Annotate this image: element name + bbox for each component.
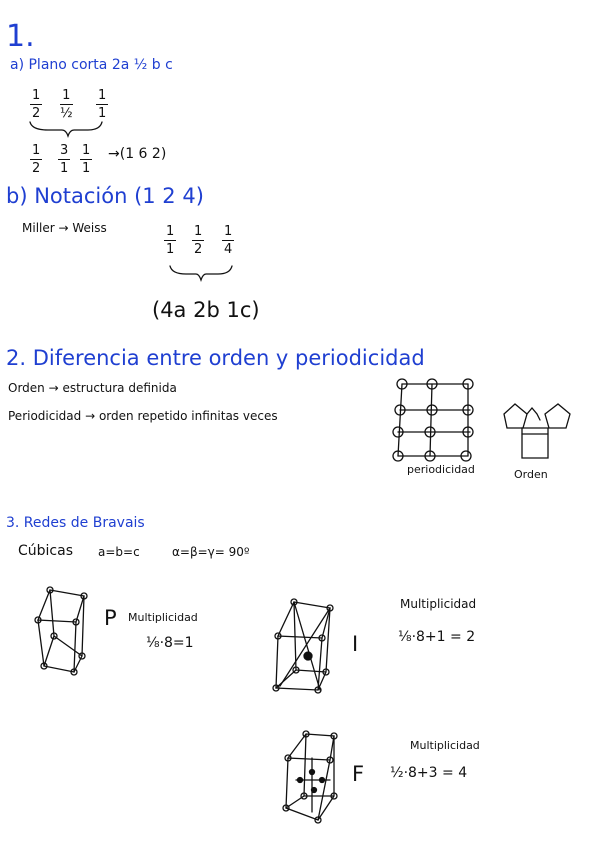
brace-b — [170, 266, 232, 280]
section1-number: 1. — [6, 19, 35, 54]
fraction-denominator: 1 — [82, 161, 91, 176]
fraction-numerator: 1 — [82, 143, 91, 158]
lattice-p-multiplicidad: Multiplicidad — [128, 611, 198, 624]
fraction-denominator: 2 — [32, 161, 41, 176]
lattice-p-letter: P — [104, 606, 117, 630]
fraction-numerator: 1 — [32, 143, 41, 158]
fraction-numerator: 1 — [32, 88, 41, 103]
section2-title: 2. Diferencia entre orden y periodicidad — [6, 346, 425, 370]
section1a-label: a) Plano corta 2a ½ b c — [10, 57, 173, 73]
section1b-label: b) Notación (1 2 4) — [6, 184, 204, 208]
fraction-numerator: 1 — [166, 224, 175, 239]
caption-periodicidad: periodicidad — [407, 463, 475, 476]
lattice-p-calc: ⅛·8=1 — [146, 635, 194, 651]
section1b-subtitle: Miller → Weiss — [22, 221, 107, 235]
fraction-numerator: 1 — [60, 88, 73, 105]
fraction-numerator: 1 — [224, 224, 233, 239]
equal-angles: α=β=γ= 90º — [172, 545, 250, 559]
fraction-denominator: 1 — [98, 106, 107, 121]
fraction-numerator: 3 — [60, 143, 69, 158]
lattice-f-letter: F — [352, 762, 365, 786]
section2-line1: Orden → estructura definida — [8, 381, 177, 395]
fraction-denominator: 1 — [60, 161, 69, 176]
brace-a — [30, 122, 102, 136]
lattice-i-calc: ⅛·8+1 = 2 — [398, 629, 476, 645]
periodic-grid-sketch — [393, 379, 473, 461]
lattice-i-letter: I — [352, 632, 359, 656]
fraction-denominator: 2 — [194, 242, 203, 257]
lattice-p-sketch — [35, 587, 87, 675]
fraction-denominator: 1 — [166, 242, 175, 257]
lattice-i-sketch — [273, 599, 333, 693]
lattice-i-multiplicidad: Multiplicidad — [400, 597, 477, 611]
section1a-result: →(1 6 2) — [108, 146, 167, 162]
lattice-f-calc: ½·8+3 = 4 — [390, 765, 468, 781]
section1b-result: (4a 2b 1c) — [152, 298, 260, 322]
orden-sketch — [504, 404, 570, 458]
fraction-numerator: 1 — [194, 224, 203, 239]
caption-orden: Orden — [514, 468, 548, 481]
section2-line2: Periodicidad → orden repetido infinitas veces — [8, 409, 278, 423]
section3-title: 3. Redes de Bravais — [6, 515, 145, 531]
lattice-f-sketch — [283, 731, 337, 823]
lattice-f-multiplicidad: Multiplicidad — [410, 739, 480, 752]
fraction-numerator: 1 — [98, 88, 107, 103]
fraction-denominator: 2 — [32, 106, 41, 121]
fraction-denominator: ½ — [60, 106, 73, 121]
cubicas-label: Cúbicas — [18, 543, 73, 559]
fraction-denominator: 4 — [224, 242, 233, 257]
equal-sides: a=b=c — [98, 545, 140, 559]
